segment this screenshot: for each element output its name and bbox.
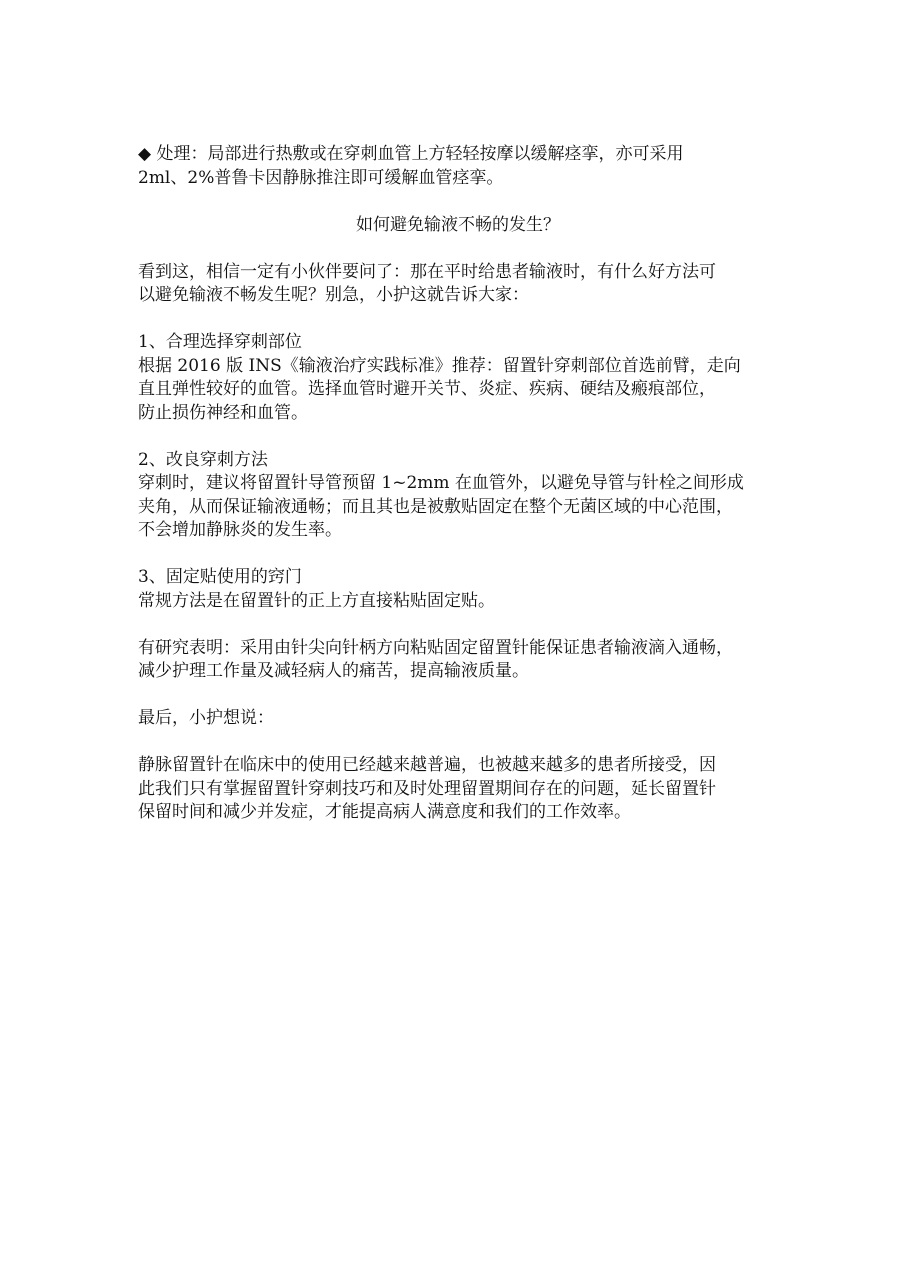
section-1-heading: 1、合理选择穿刺部位 — [138, 332, 302, 352]
intro-paragraph — [138, 261, 778, 308]
text-line: 保留时间和减少并发症，才能提高病人满意度和我们的工作效率。 — [138, 802, 631, 822]
text-line: 夹角，从而保证输液通畅；而且其也是被敷贴固定在整个无菌区域的中心范围， — [138, 496, 733, 517]
spacer — [138, 684, 778, 708]
text-line: 此我们只有掌握留置针穿刺技巧和及时处理留置期间存在的问题，延长留置针 — [138, 778, 716, 799]
section-3-heading: 3、固定贴使用的窍门 — [138, 567, 302, 587]
spacer — [138, 308, 778, 332]
section-2-heading: 2、改良穿刺方法 — [138, 449, 268, 470]
section-3 — [138, 566, 778, 613]
text-line: 减少护理工作量及减轻病人的痛苦，提高输液质量。 — [138, 661, 529, 681]
text-line: 防止损伤神经和血管。 — [138, 402, 308, 423]
treatment-paragraph — [138, 143, 778, 190]
spacer — [138, 543, 778, 567]
text-line: 有研究表明：采用由针尖向针柄方向粘贴固定留置针能保证患者输液滴入通畅， — [138, 637, 733, 658]
text-line: 直且弹性较好的血管。选择血管时避开关节、炎症、疾病、硬结及瘢痕部位， — [138, 379, 716, 399]
section-2 — [138, 449, 778, 543]
text-line: 穿刺时，建议将留置针导管预留 1~2mm 在血管外，以避免导管与针栓之间形成 — [138, 473, 744, 493]
spacer — [138, 237, 778, 261]
spacer — [138, 613, 778, 637]
spacer — [138, 731, 778, 755]
text-line: ◆ 处理：局部进行热敷或在穿刺血管上方轻轻按摩以缓解痉挛，亦可采用 — [138, 144, 684, 164]
text-line: 2ml、2%普鲁卡因静脉推注即可缓解血管痉挛。 — [138, 167, 504, 188]
text-line: 以避免输液不畅发生呢？别急，小护这就告诉大家： — [138, 285, 529, 305]
closing-intro: 最后，小护想说： — [138, 708, 274, 728]
research-paragraph — [138, 637, 778, 684]
section-1 — [138, 331, 778, 425]
text-line: 根据 2016 版 INS《输液治疗实践标准》推荐：留置针穿刺部位首选前臂，走向 — [138, 355, 741, 376]
text-line: 看到这，相信一定有小伙伴要问了：那在平时给患者输液时，有什么好方法可 — [138, 261, 716, 282]
spacer — [138, 425, 778, 449]
text-line: 不会增加静脉炎的发生率。 — [138, 520, 342, 540]
conclusion-paragraph — [138, 754, 778, 825]
spacer — [138, 190, 778, 214]
document-body — [138, 143, 778, 825]
text-line: 静脉留置针在临床中的使用已经越来越普遍，也被越来越多的患者所接受，因 — [138, 755, 716, 775]
section-title: 如何避免输液不畅的发生？ — [356, 214, 560, 235]
text-line: 常规方法是在留置针的正上方直接粘贴固定贴。 — [138, 590, 495, 611]
